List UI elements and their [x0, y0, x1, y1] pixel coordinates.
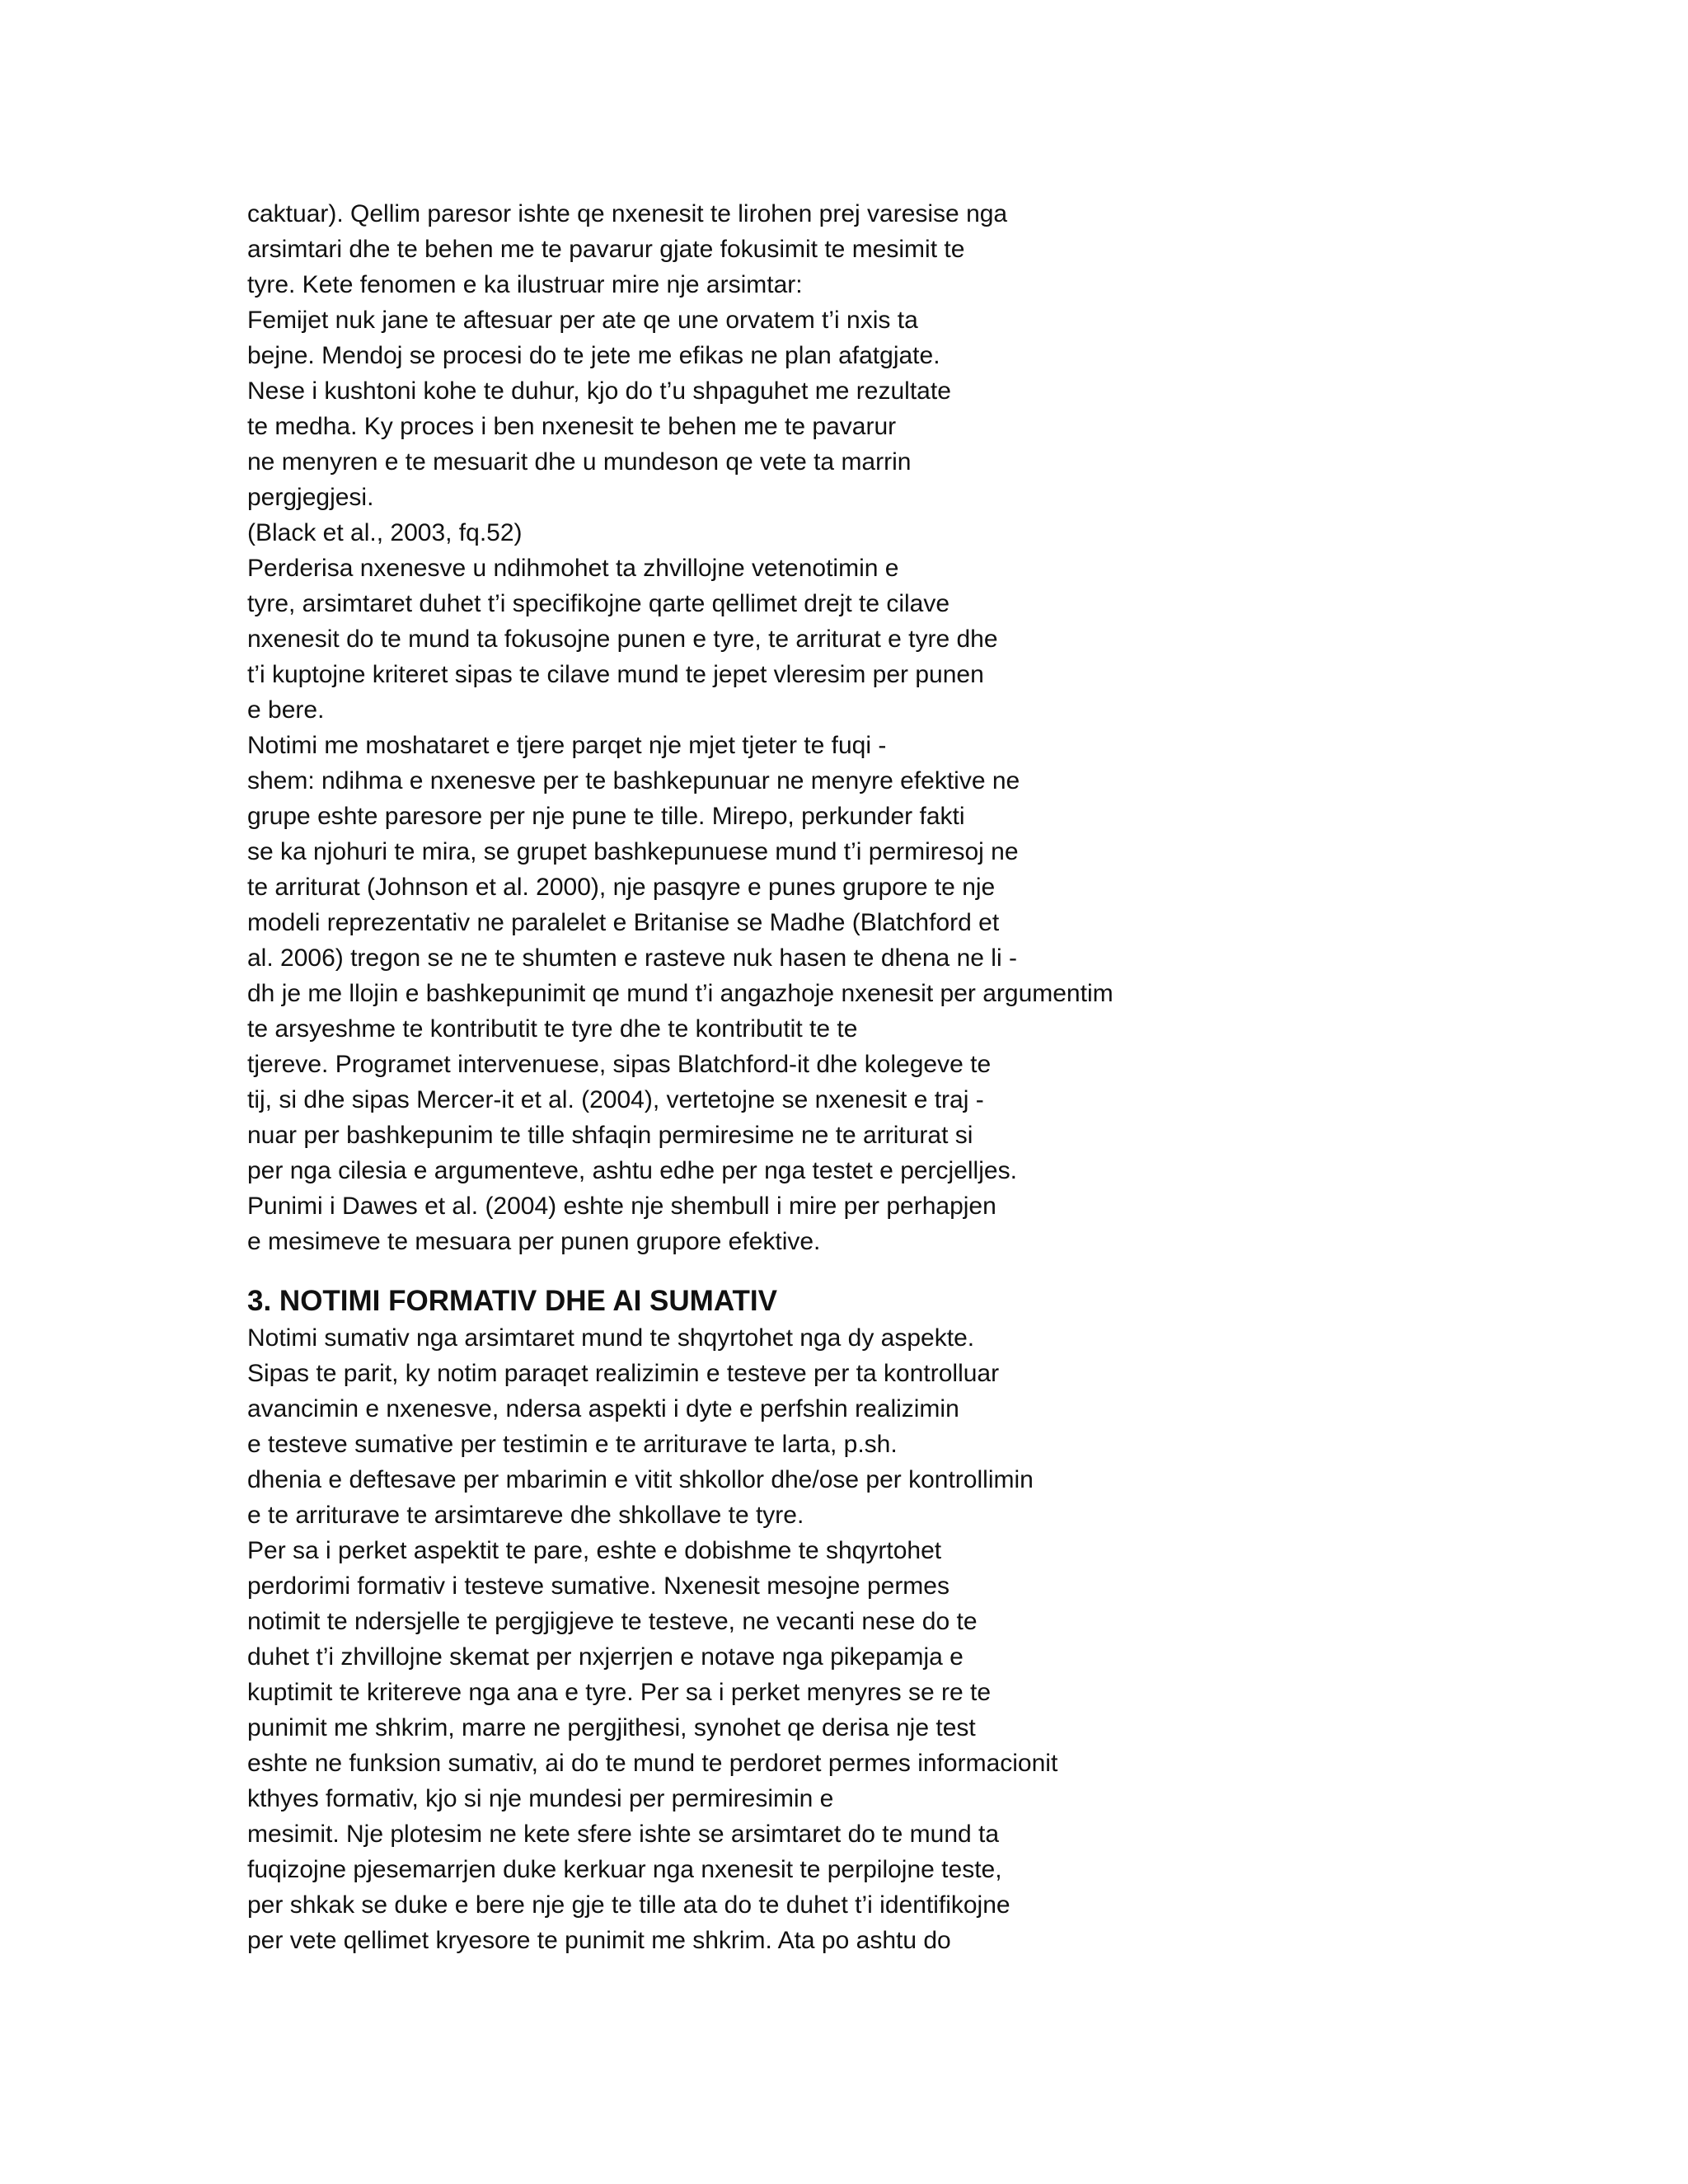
text-line: duhet t’i zhvillojne skemat per nxjerrjen e notave nga pikepamja e: [247, 1643, 964, 1671]
text-line: notimit te ndersjelle te pergjigjeve te testeve, ne vecanti nese do te: [247, 1608, 978, 1635]
text-line: per vete qellimet kryesore te punimit me shkrim. Ata po ashtu do: [247, 1927, 951, 1954]
text-line: dhenia e deftesave per mbarimin e vitit shkollor dhe/ose per kontrollimin: [247, 1466, 1034, 1493]
text-line: te arriturat (Johnson et al. 2000), nje pasqyre e punes grupore te nje: [247, 874, 996, 901]
text-line: nxenesit do te mund ta fokusojne punen e tyre, te arriturat e tyre dhe: [247, 626, 998, 653]
text-line: shem: ndihma e nxenesve per te bashkepunuar ne menyre efektive ne: [247, 767, 1020, 794]
quote-line: Femijet nuk jane te aftesuar per ate qe une orvatem t’i nxis ta: [247, 307, 918, 334]
text-line: caktuar). Qellim paresor ishte qe nxenesit te lirohen prej varesise nga: [247, 200, 1008, 227]
text-line: e te arriturave te arsimtareve dhe shkollave te tyre.: [247, 1502, 804, 1529]
text-line: nuar per bashkepunim te tille shfaqin permiresime ne te arriturat si: [247, 1122, 973, 1149]
text-line: avancimin e nxenesve, ndersa aspekti i dyte e perfshin realizimin: [247, 1395, 959, 1422]
text-line: tyre, arsimtaret duhet t’i specifikojne qarte qellimet drejt te cilave: [247, 590, 950, 617]
text-line: tij, si dhe sipas Mercer-it et al. (2004), vertetojne se nxenesit e traj -: [247, 1086, 984, 1113]
text-line: perdorimi formativ i testeve sumative. Nxenesit mesojne permes: [247, 1572, 950, 1600]
quote-line: Nese i kushtoni kohe te duhur, kjo do t’u shpaguhet me rezultate: [247, 377, 951, 405]
text-line: arsimtari dhe te behen me te pavarur gjate fokusimit te mesimit te: [247, 236, 965, 263]
text-line: e mesimeve te mesuara per punen grupore efektive.: [247, 1228, 821, 1255]
text-line: per shkak se duke e bere nje gje te tille ata do te duhet t’i identifikojne: [247, 1891, 1010, 1919]
text-line: eshte ne funksion sumativ, ai do te mund te perdoret permes informacionit: [247, 1750, 1058, 1777]
section-body-2: [247, 1320, 1484, 1958]
quote-line: pergjegjesi.: [247, 484, 374, 511]
text-line: grupe eshte paresore per nje pune te tille. Mirepo, perkunder fakti: [247, 803, 965, 830]
section-heading: 3. NOTIMI FORMATIV DHE AI SUMATIV: [247, 1285, 777, 1317]
quote-line: ne menyren e te mesuarit dhe u mundeson qe vete ta marrin: [247, 448, 912, 476]
text-line: Perderisa nxenesve u ndihmohet ta zhvillojne vetenotimin e: [247, 555, 899, 582]
text-line: tyre. Kete fenomen e ka ilustruar mire nje arsimtar:: [247, 271, 803, 298]
document-page: [247, 196, 1484, 1958]
text-line: kthyes formativ, kjo si nje mundesi per permiresimin e: [247, 1785, 834, 1812]
text-line: t’i kuptojne kriteret sipas te cilave mund te jepet vleresim per punen: [247, 661, 984, 688]
text-line: Punimi i Dawes et al. (2004) eshte nje shembull i mire per perhapjen: [247, 1193, 996, 1220]
text-line: fuqizojne pjesemarrjen duke kerkuar nga nxenesit te perpilojne teste,: [247, 1856, 1002, 1883]
text-line: punimit me shkrim, marre ne pergjithesi, synohet qe derisa nje test: [247, 1714, 976, 1741]
citation-line: (Black et al., 2003, fq.52): [247, 519, 523, 546]
text-line: Notimi sumativ nga arsimtaret mund te shqyrtohet nga dy aspekte.: [247, 1324, 975, 1352]
text-line: Notimi me moshataret e tjere parqet nje mjet tjeter te fuqi -: [247, 732, 887, 759]
text-line: e bere.: [247, 696, 325, 724]
text-line: Per sa i perket aspektit te pare, eshte e dobishme te shqyrtohet: [247, 1537, 942, 1564]
section-body-1: [247, 196, 1484, 1259]
text-line: e testeve sumative per testimin e te arriturave te larta, p.sh.: [247, 1431, 898, 1458]
text-line: modeli reprezentativ ne paralelet e Britanise se Madhe (Blatchford et: [247, 909, 1000, 936]
text-line: kuptimit te kritereve nga ana e tyre. Per sa i perket menyres se re te: [247, 1679, 992, 1706]
text-line: Sipas te parit, ky notim paraqet realizimin e testeve per ta kontrolluar: [247, 1360, 1000, 1387]
quote-line: te medha. Ky proces i ben nxenesit te behen me te pavarur: [247, 413, 897, 440]
text-line: se ka njohuri te mira, se grupet bashkepunuese mund t’i permiresoj ne: [247, 838, 1019, 865]
text-line: al. 2006) tregon se ne te shumten e rasteve nuk hasen te dhena ne li -: [247, 944, 1017, 972]
text-line: dh je me llojin e bashkepunimit qe mund t’i angazhoje nxenesit per argumentim: [247, 980, 1114, 1007]
quote-line: bejne. Mendoj se procesi do te jete me efikas ne plan afatgjate.: [247, 342, 940, 369]
text-line: te arsyeshme te kontributit te tyre dhe te kontributit te te: [247, 1015, 858, 1043]
text-line: per nga cilesia e argumenteve, ashtu edhe per nga testet e percjelljes.: [247, 1157, 1017, 1184]
text-line: tjereve. Programet intervenuese, sipas Blatchford-it dhe kolegeve te: [247, 1051, 992, 1078]
text-line: mesimit. Nje plotesim ne kete sfere ishte se arsimtaret do te mund ta: [247, 1821, 1000, 1848]
